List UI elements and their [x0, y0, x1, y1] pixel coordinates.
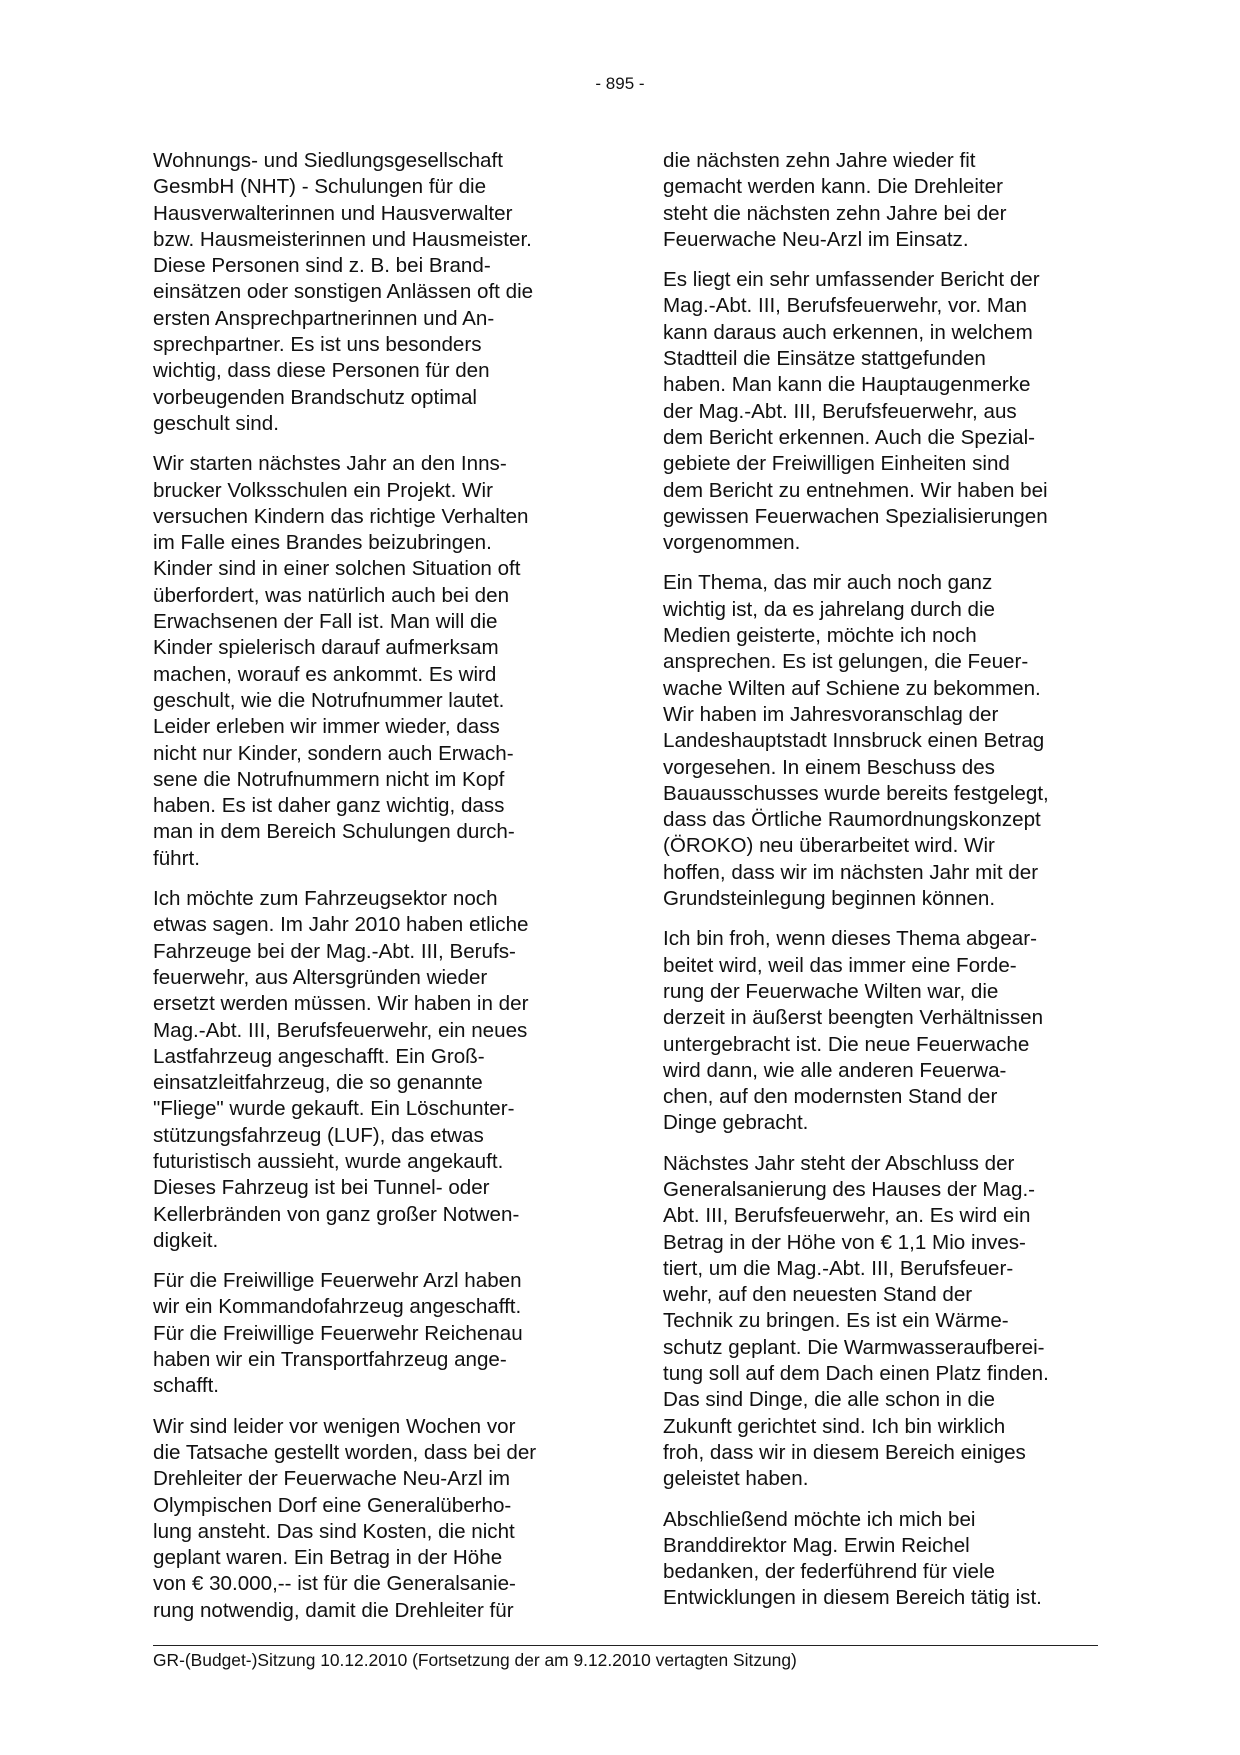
- footer-divider: [153, 1645, 1098, 1646]
- paragraph: Ich bin froh, wenn dieses Thema abgear- beitet wird, weil das immer eine Forde- rung der Feuerwache Wilten war, die derzeit in äußerst beengten Verhältnissen untergebracht ist. Die neue Feuerwache wird dann, wie alle anderen Feuerwa- chen, auf den modernsten Stand der Dinge gebracht.: [663, 927, 1044, 1135]
- paragraph: Wir sind leider vor wenigen Wochen vor die Tatsache gestellt worden, dass bei der Drehleiter der Feuerwache Neu-Arzl im Olympischen Dorf eine Generalüberho- lung ansteht. Das sind Kosten, die nicht geplant waren. Ein Betrag in der Höhe von € 30.000,-- ist für die Generalsanie- rung notwendig, damit die Drehleiter für: [153, 1414, 537, 1622]
- page-number: - 895 -: [595, 74, 645, 93]
- paragraph: Abschließend möchte ich mich bei Branddirektor Mag. Erwin Reichel bedanken, der federführend für viele Entwicklungen in diesem Bereich tätig ist.: [663, 1507, 1042, 1610]
- paragraph: Wir starten nächstes Jahr an den Inns- brucker Volksschulen ein Projekt. Wir versuchen Kindern das richtige Verhalten im Falle eines Brandes beizubringen. Kinder sind in einer solchen Situation oft überfordert, was natürlich auch bei den Erwachsenen der Fall ist. Man will die Kinder spielerisch darauf aufmerksam machen, worauf es ankommt. Es wird geschult, wie die Notrufnummer lautet. Leider erleben wir immer wieder, dass nicht nur Kinder, sondern auch Erwach- sene die Notrufnummern nicht im Kopf haben. Es ist daher ganz wichtig, dass man in dem Bereich Schulungen durch- führt.: [153, 452, 529, 870]
- paragraph: Ein Thema, das mir auch noch ganz wichtig ist, da es jahrelang durch die Medien geisterte, möchte ich noch ansprechen. Es ist gelungen, die Feuer- wache Wilten auf Schiene zu bekommen. Wir haben im Jahresvoranschlag der Landeshauptstadt Innsbruck einen Betrag vorgesehen. In einem Beschuss des Bauausschusses wurde bereits festgelegt, dass das Örtliche Raumordnungskonzept (ÖROKO) neu überarbeitet wird. Wir hoffen, dass wir im nächsten Jahr mit der Grundsteinlegung beginnen können.: [663, 571, 1049, 911]
- paragraph: Für die Freiwillige Feuerwehr Arzl haben wir ein Kommandofahrzeug angeschafft. Für die Freiwillige Feuerwehr Reichenau haben wir ein Transportfahrzeug ange- schafft.: [153, 1269, 523, 1398]
- left-column: [153, 148, 593, 1638]
- paragraph: die nächsten zehn Jahre wieder fit gemacht werden kann. Die Drehleiter steht die nächsten zehn Jahre bei der Feuerwache Neu-Arzl im Einsatz.: [663, 149, 1007, 251]
- paragraph: Es liegt ein sehr umfassender Bericht der Mag.-Abt. III, Berufsfeuerwehr, vor. Man kann daraus auch erkennen, in welchem Stadtteil die Einsätze stattgefunden haben. Man kann die Hauptaugenmerke der Mag.-Abt. III, Berufsfeuerwehr, aus dem Bericht erkennen. Auch die Spezial- gebiete der Freiwilligen Einheiten sind dem Bericht zu entnehmen. Wir haben bei gewissen Feuerwachen Spezialisierungen vorgenommen.: [663, 268, 1048, 555]
- paragraph: Wohnungs- und Siedlungsgesellschaft GesmbH (NHT) - Schulungen für die Hausverwalterinnen und Hausverwalter bzw. Hausmeisterinnen und Hausmeister. Diese Personen sind z. B. bei Brand- einsätzen oder sonstigen Anlässen oft die ersten Ansprechpartnerinnen und An- sprechpartner. Es ist uns besonders wichtig, dass diese Personen für den vorbeugenden Brandschutz optimal geschult sind.: [153, 149, 534, 435]
- right-column: [663, 148, 1103, 1626]
- paragraph: Nächstes Jahr steht der Abschluss der Generalsanierung des Hauses der Mag.- Abt. III, Berufsfeuerwehr, an. Es wird ein Betrag in der Höhe von € 1,1 Mio inves- tiert, um die Mag.-Abt. III, Berufsfeuer- wehr, auf den neuesten Stand der Technik zu bringen. Es ist ein Wärme- schutz geplant. Die Warmwasseraufberei- tung soll auf dem Dach einen Platz finden. Das sind Dinge, die alle schon in die Zukunft gerichtet sind. Ich bin wirklich froh, dass wir in diesem Bereich einiges geleistet haben.: [663, 1151, 1049, 1491]
- footer-text: GR-(Budget-)Sitzung 10.12.2010 (Fortsetzung der am 9.12.2010 vertagten Sitzung): [153, 1650, 797, 1670]
- paragraph: Ich möchte zum Fahrzeugsektor noch etwas sagen. Im Jahr 2010 haben etliche Fahrzeuge bei der Mag.-Abt. III, Berufs- feuerwehr, aus Altersgründen wieder ersetzt werden müssen. Wir haben in der Mag.-Abt. III, Berufsfeuerwehr, ein neues Lastfahrzeug angeschafft. Ein Groß- einsatzleitfahrzeug, die so genannte "Fliege" wurde gekauft. Ein Löschunter- stützungsfahrzeug (LUF), das etwas futuristisch aussieht, wurde angekauft. Dieses Fahrzeug ist bei Tunnel- oder Kellerbränden von ganz großer Notwen- digkeit.: [153, 887, 529, 1252]
